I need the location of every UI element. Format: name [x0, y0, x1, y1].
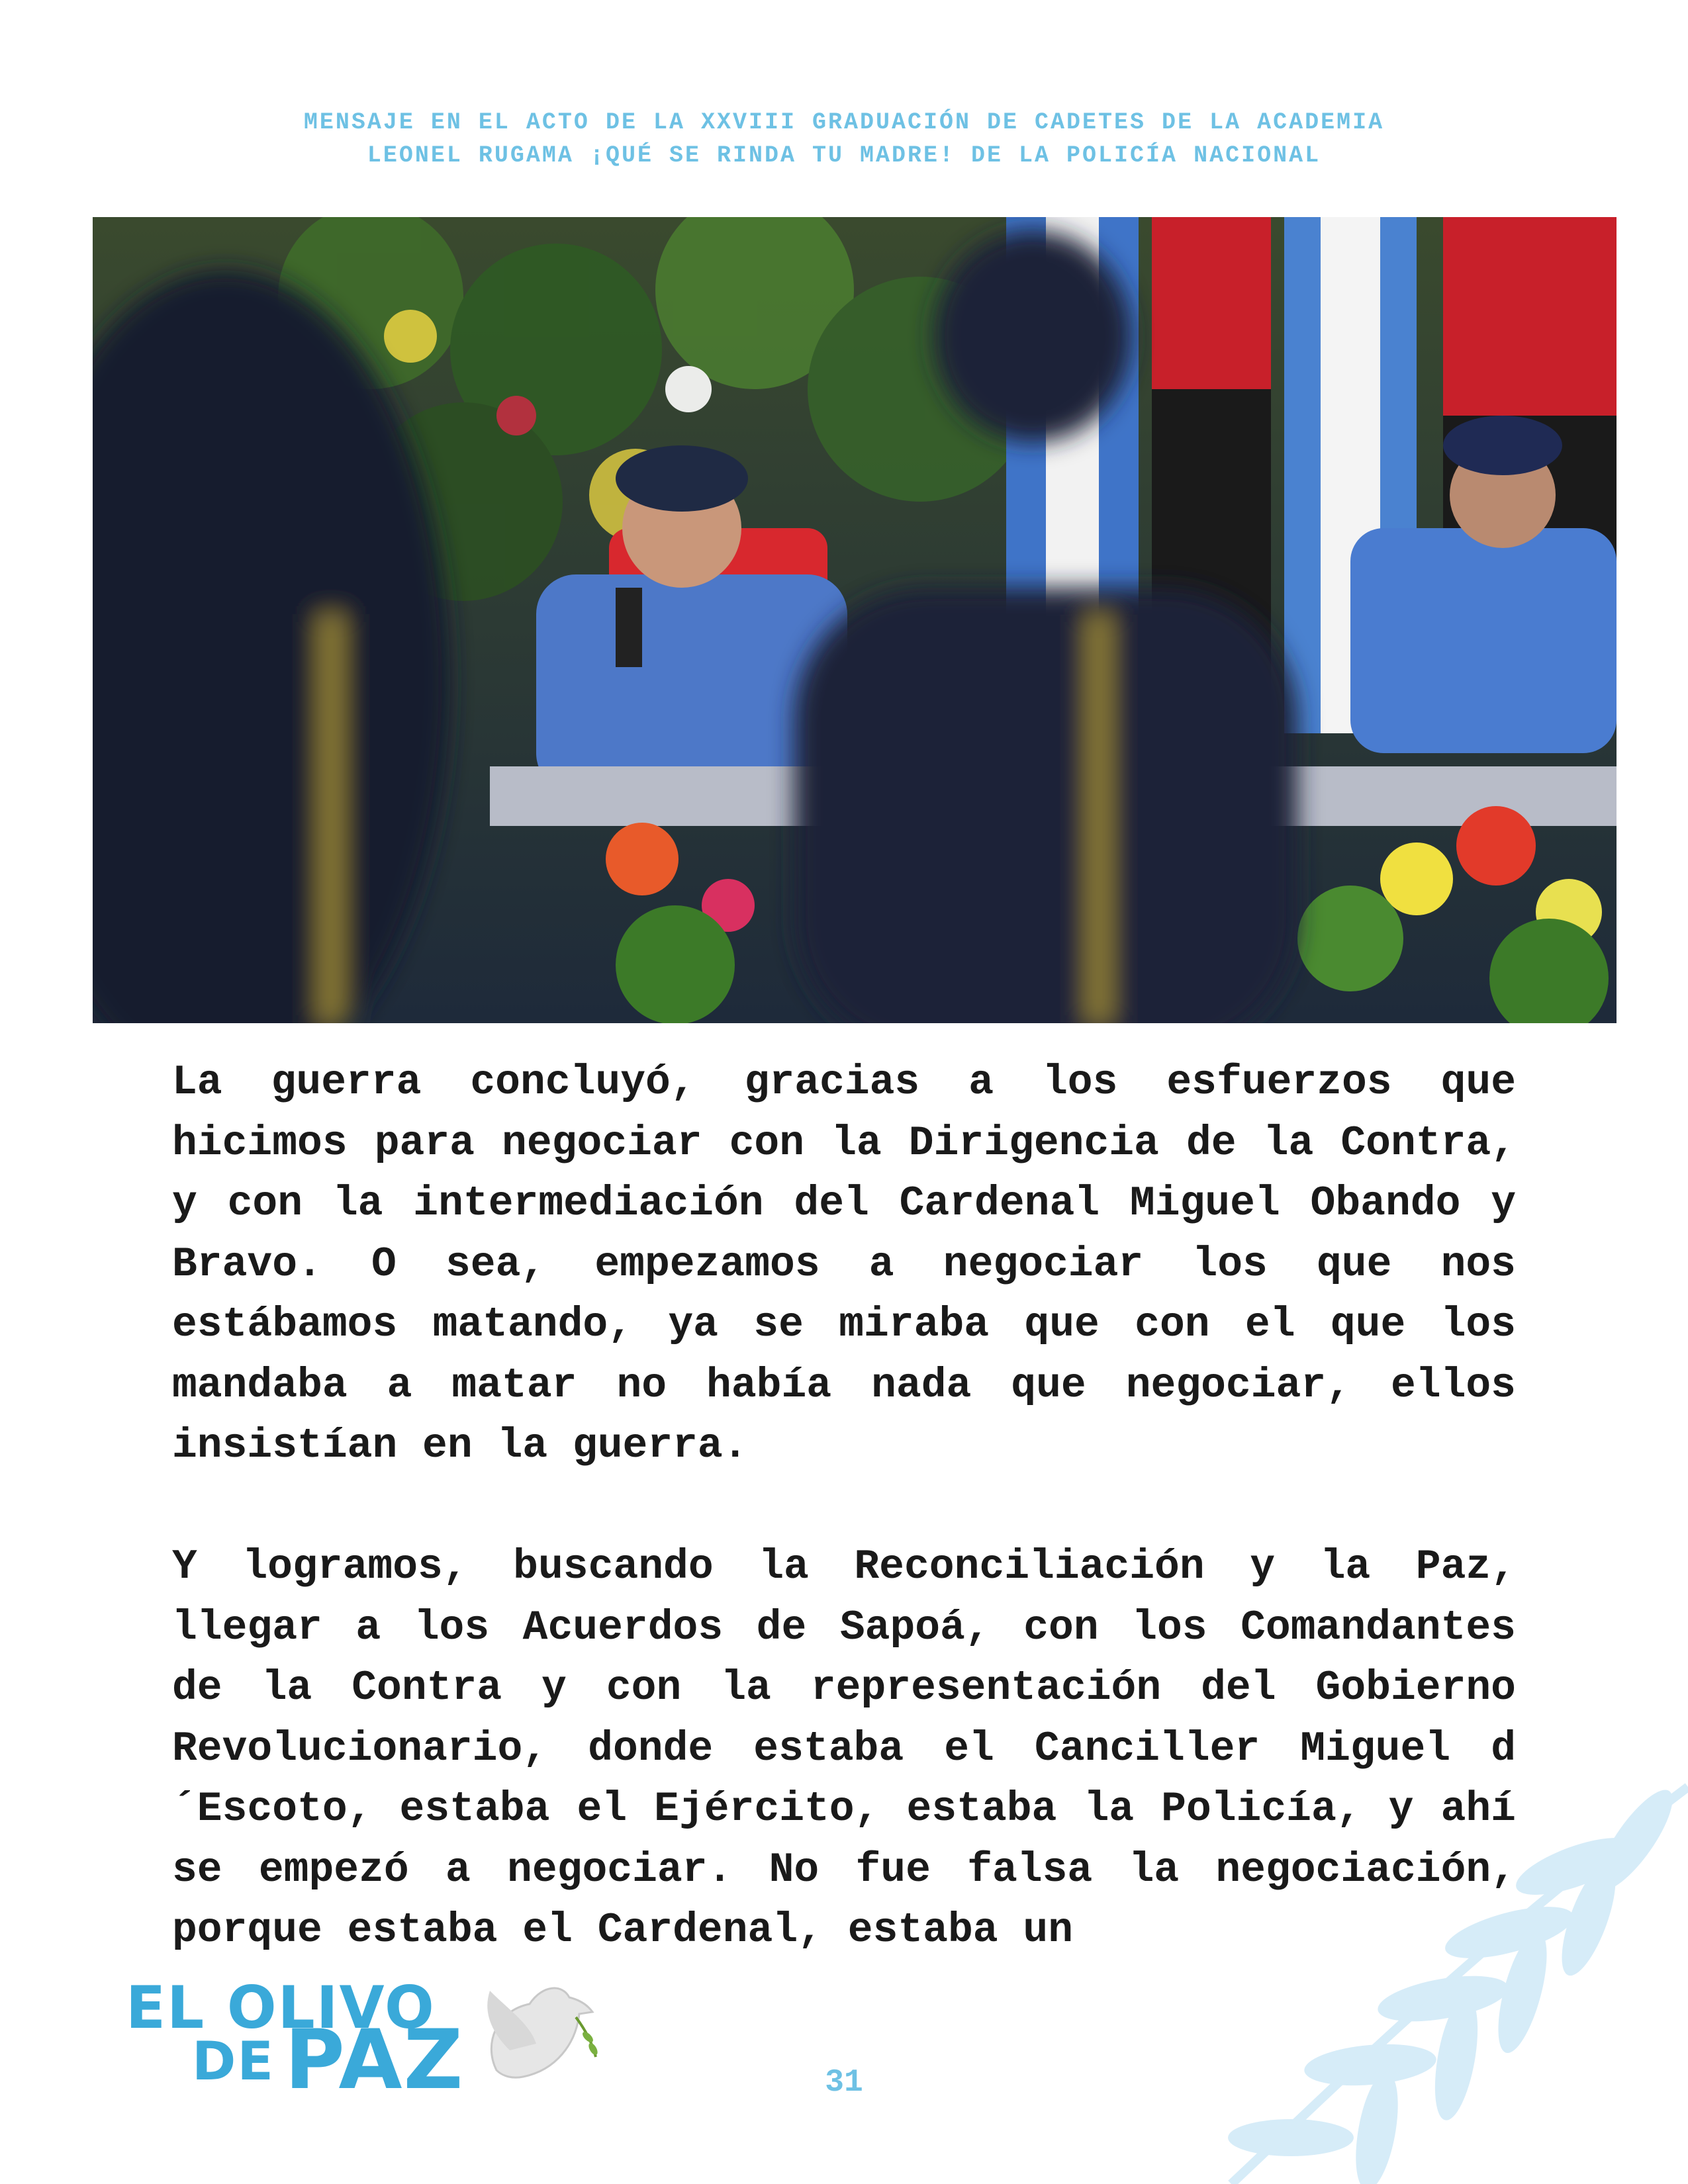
paragraph-1: La guerra concluyó, gracias a los esfuerzos que hicimos para negociar con la Dirigencia de la Contra, y con la intermediación del Cardenal Miguel Obando y Bravo. O sea, empezamos a negociar los que nos estábamos matando, ya se miraba que con el que los mandaba a matar no había nada que negociar, ellos insistían en la guerra.: [172, 1059, 1516, 1469]
logo-line-2: DE: [192, 2030, 275, 2092]
logo-line-1: EL OLIVO: [126, 1974, 436, 2042]
dove-icon: [470, 1971, 602, 2103]
event-photo-illustration: [93, 217, 1617, 1023]
header-line-2: LEONEL RUGAMA ¡QUÉ SE RINDA TU MADRE! DE LA POLICÍA NACIONAL: [367, 142, 1321, 169]
page-number: 31: [825, 2065, 863, 2101]
page-header: [0, 106, 1688, 172]
el-olivo-de-paz-logo: [119, 1966, 609, 2108]
event-photo: [93, 217, 1617, 1023]
logo-line-3: PAZ: [285, 2013, 465, 2108]
paragraph-2: Y logramos, buscando la Reconciliación y la Paz, llegar a los Acuerdos de Sapoá, con los Comandantes de la Contra y con la representación del Gobierno Revolucionario, donde estaba el Canciller Miguel d´Escoto, estaba el Ejército, estaba la Policía, y ahí se empezó a negociar. No fue falsa la negociación, porque estaba el Cardenal, estaba un: [172, 1543, 1516, 1954]
olive-branch-watermark-icon: [1178, 1747, 1688, 2184]
header-line-1: MENSAJE EN EL ACTO DE LA XXVIII GRADUACIÓN DE CADETES DE LA ACADEMIA: [303, 109, 1385, 136]
